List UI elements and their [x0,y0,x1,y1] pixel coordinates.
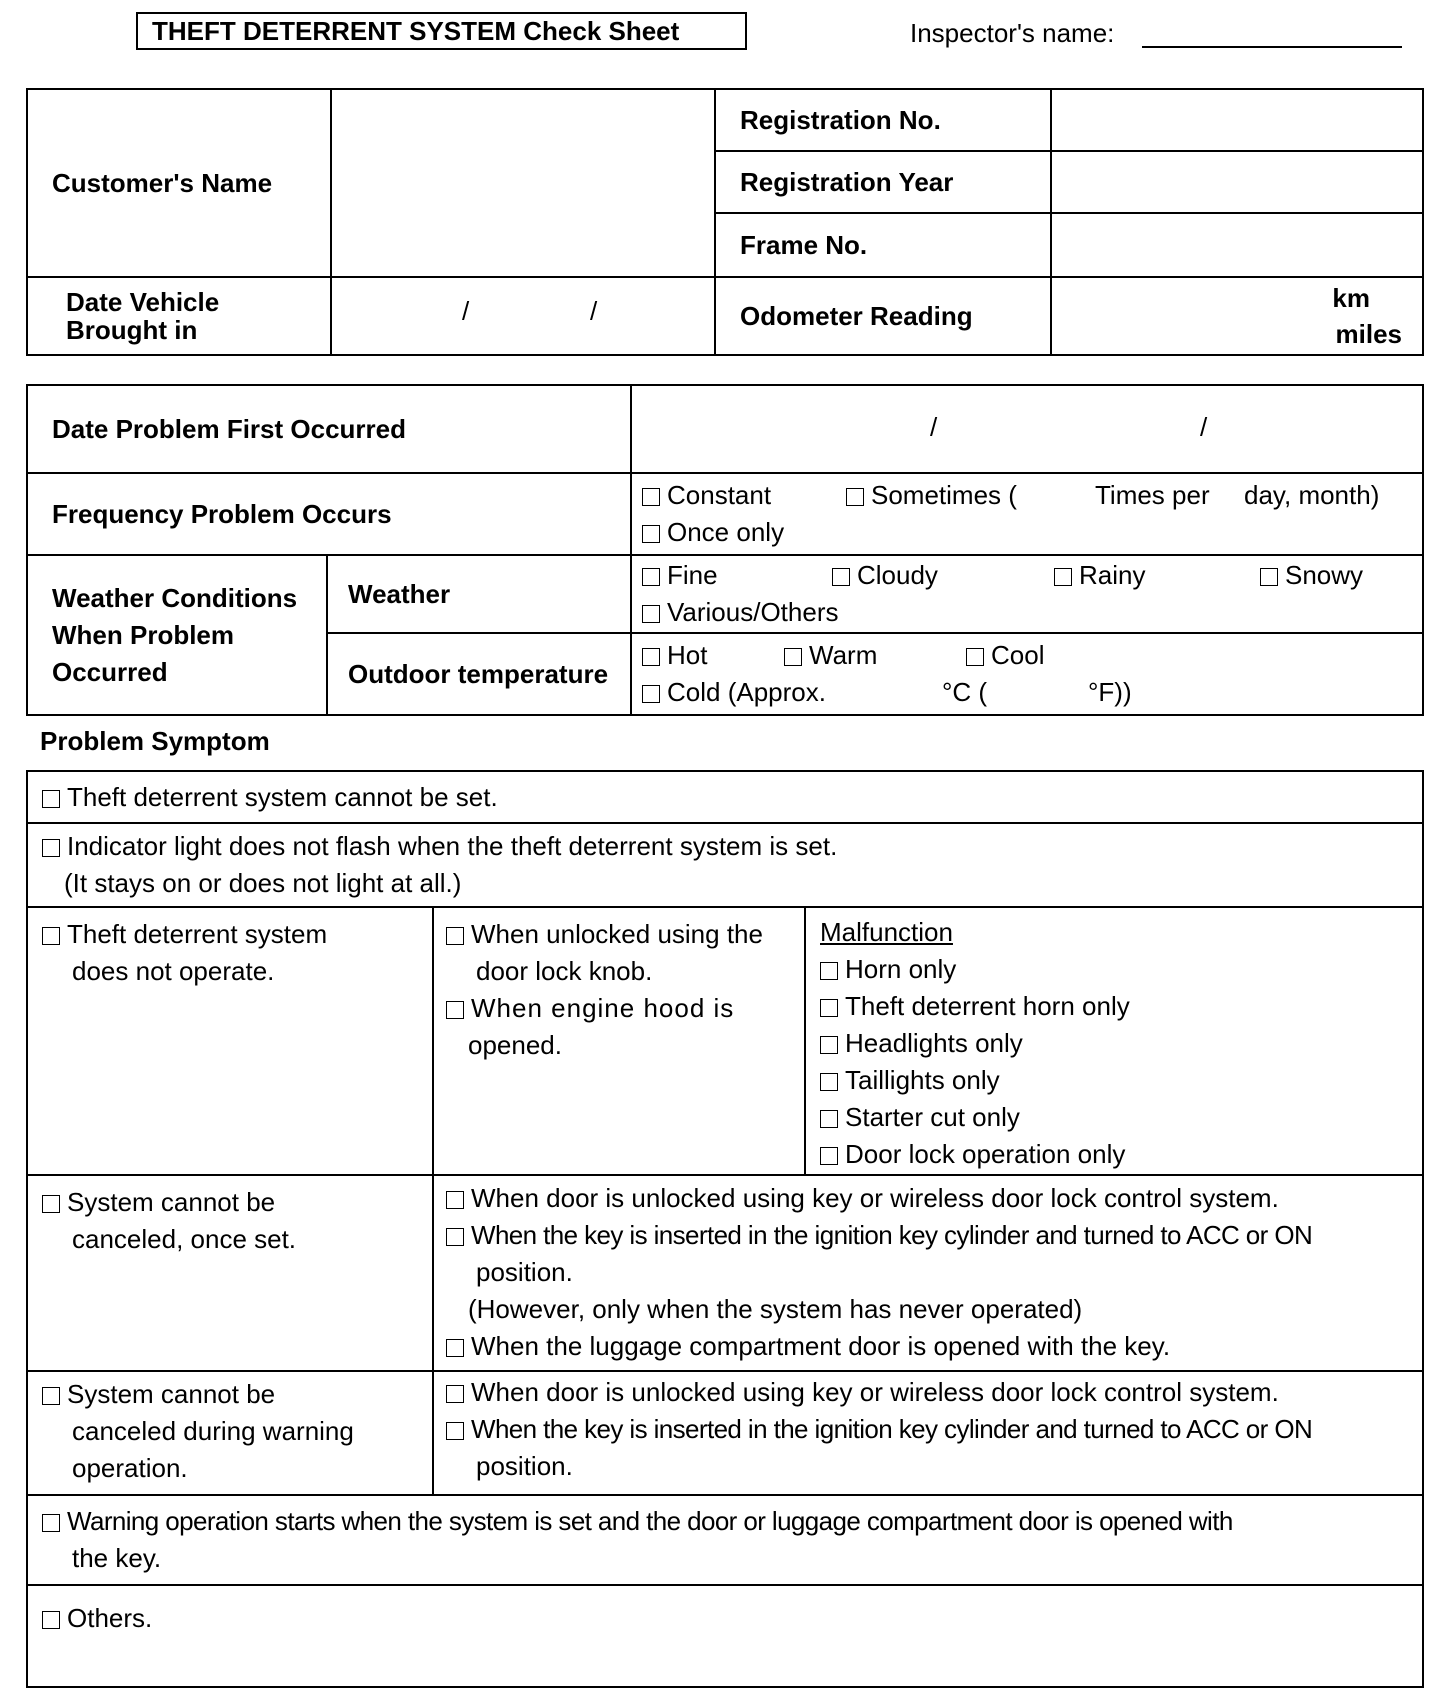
symptom-indicator-light[interactable]: Indicator light does not flash when the theft deterrent system is set. (It stays on or does not light at all.) [27,823,1423,907]
symptom-warning-starts[interactable]: Warning operation starts when the system is set and the door or luggage compartment door is opened with the key. [27,1495,1423,1585]
checkbox[interactable] [642,488,660,506]
checkbox[interactable] [846,488,864,506]
date-vehicle-brought-label [27,277,331,355]
outdoor-temperature-label: Outdoor temperature [327,633,631,715]
weather-cond-line1: Weather Conditions [52,582,298,613]
date-first-occurred-label: Date Problem First Occurred [27,385,631,473]
weather-fine[interactable]: Fine [642,557,718,594]
date-first-sep-1: / [930,412,938,442]
date-first-occurred-field[interactable] [631,385,1423,473]
freq-times-per: Times per [1095,480,1210,510]
vehicle-info-table [26,88,1424,356]
date-sep-1: / [462,296,470,326]
frequency-options [631,473,1423,555]
date-vehicle-line2: Brought in [66,315,198,345]
checkbox[interactable] [784,648,802,666]
malfunction-label: Malfunction [820,917,953,947]
malfunction-horn[interactable]: Horn only [820,951,1422,988]
temp-cold[interactable]: Cold (Approx. [642,674,826,711]
cancel-once-conditions: When door is unlocked using key or wireless door lock control system. When the key is inserted in the ignition key cylinder and turned to ACC or ON position. (However, only when the system has never operated) When the luggage compartment door is opened with the key. [433,1175,1423,1371]
malfunction-options [805,907,1423,1175]
checkbox[interactable] [642,568,660,586]
checkbox[interactable] [446,1191,464,1209]
freq-constant[interactable]: Constant [642,477,771,514]
checkbox[interactable] [446,1001,464,1019]
checkbox[interactable] [42,1611,60,1629]
symptom-others[interactable]: Others. [27,1585,1423,1687]
checkbox[interactable] [446,1385,464,1403]
symptom-does-not-operate[interactable]: Theft deterrent system does not operate. [27,907,433,1175]
malfunction-starter[interactable]: Starter cut only [820,1099,1422,1136]
weather-cond-line2: When Problem [52,619,235,650]
weather-options [631,555,1423,633]
checkbox[interactable] [446,927,464,945]
temp-warm[interactable]: Warm [784,637,877,674]
checkbox[interactable] [42,790,60,808]
checkbox[interactable] [642,525,660,543]
checkbox[interactable] [1054,568,1072,586]
weather-conditions-label [27,555,327,715]
odometer-unit-km: km [1332,283,1370,313]
checkbox[interactable] [642,648,660,666]
temp-hot[interactable]: Hot [642,637,707,674]
malfunction-doorlock[interactable]: Door lock operation only [820,1136,1422,1173]
freq-once-only[interactable]: Once only [642,514,784,551]
frame-no-field[interactable] [1051,213,1423,277]
checkbox[interactable] [42,1195,60,1213]
registration-year-field[interactable] [1051,151,1423,213]
odometer-field[interactable] [1051,277,1423,355]
checkbox[interactable] [820,999,838,1017]
temp-fahrenheit-unit: °F)) [1088,677,1132,707]
customer-name-field[interactable] [331,89,715,277]
date-first-sep-2: / [1200,412,1208,442]
frame-no-label: Frame No. [715,213,1051,277]
malfunction-theft-horn[interactable]: Theft deterrent horn only [820,988,1422,1025]
not-operate-conditions: When unlocked using the door lock knob. When engine hood is opened. [433,907,805,1175]
c2-ignition[interactable]: When the key is inserted in the ignition key cylinder and turned to ACC or ON [446,1411,1422,1448]
frequency-label: Frequency Problem Occurs [27,473,631,555]
registration-no-label: Registration No. [715,89,1051,151]
odometer-unit-miles: miles [1335,319,1402,349]
cond-engine-hood[interactable]: When engine hood is [446,990,804,1027]
cond-unlocked-knob[interactable]: When unlocked using the [446,916,804,953]
malfunction-headlights[interactable]: Headlights only [820,1025,1422,1062]
inspector-name-field[interactable] [1142,46,1402,48]
checkbox[interactable] [642,605,660,623]
c1-luggage[interactable]: When the luggage compartment door is opened with the key. [446,1328,1422,1365]
registration-year-label: Registration Year [715,151,1051,213]
temperature-options [631,633,1423,715]
problem-symptom-heading: Problem Symptom [40,726,270,756]
checkbox[interactable] [642,685,660,703]
freq-sometimes[interactable]: Sometimes ( [846,477,1017,514]
symptom-cannot-set[interactable]: Theft deterrent system cannot be set. [27,771,1423,823]
checkbox[interactable] [446,1228,464,1246]
weather-label: Weather [327,555,631,633]
customer-name-label: Customer's Name [27,89,331,277]
weather-cond-line3: Occurred [52,656,168,687]
checkbox[interactable] [820,1073,838,1091]
checkbox[interactable] [42,1387,60,1405]
date-sep-2: / [590,296,598,326]
weather-rainy[interactable]: Rainy [1054,557,1145,594]
checkbox[interactable] [446,1422,464,1440]
symptom-cannot-cancel-warning[interactable]: System cannot be canceled during warning operation. [27,1371,433,1495]
date-vehicle-brought-field[interactable] [331,277,715,355]
c1-ignition[interactable]: When the key is inserted in the ignition key cylinder and turned to ACC or ON [446,1217,1422,1254]
symptom-table [26,770,1424,1688]
date-vehicle-line1: Date Vehicle [66,287,220,317]
checkbox[interactable] [832,568,850,586]
checkbox[interactable] [42,927,60,945]
checkbox[interactable] [820,1147,838,1165]
temp-celsius-unit: °C ( [942,677,988,707]
cancel-warning-conditions: When door is unlocked using key or wireless door lock control system. When the key is inserted in the ignition key cylinder and turned to ACC or ON position. [433,1371,1423,1495]
checkbox[interactable] [42,1514,60,1532]
sheet-title: THEFT DETERRENT SYSTEM Check Sheet [136,12,747,50]
registration-no-field[interactable] [1051,89,1423,151]
inspector-name-label: Inspector's name: [910,18,1115,48]
checkbox[interactable] [820,1110,838,1128]
freq-day-month: day, month) [1244,480,1380,510]
odometer-label: Odometer Reading [715,277,1051,355]
conditions-table [26,384,1424,716]
checkbox[interactable] [446,1339,464,1357]
c2-key-unlock[interactable]: When door is unlocked using key or wireless door lock control system. [446,1374,1422,1411]
weather-snowy[interactable]: Snowy [1260,557,1363,594]
checkbox[interactable] [820,962,838,980]
temp-cool[interactable]: Cool [966,637,1044,674]
symptom-cannot-cancel-once-set[interactable]: System cannot be canceled, once set. [27,1175,433,1371]
checkbox[interactable] [1260,568,1278,586]
weather-cloudy[interactable]: Cloudy [832,557,938,594]
checkbox[interactable] [42,839,60,857]
c1-key-unlock[interactable]: When door is unlocked using key or wireless door lock control system. [446,1180,1422,1217]
checkbox[interactable] [966,648,984,666]
checkbox[interactable] [820,1036,838,1054]
malfunction-taillights[interactable]: Taillights only [820,1062,1422,1099]
weather-various[interactable]: Various/Others [642,594,838,631]
